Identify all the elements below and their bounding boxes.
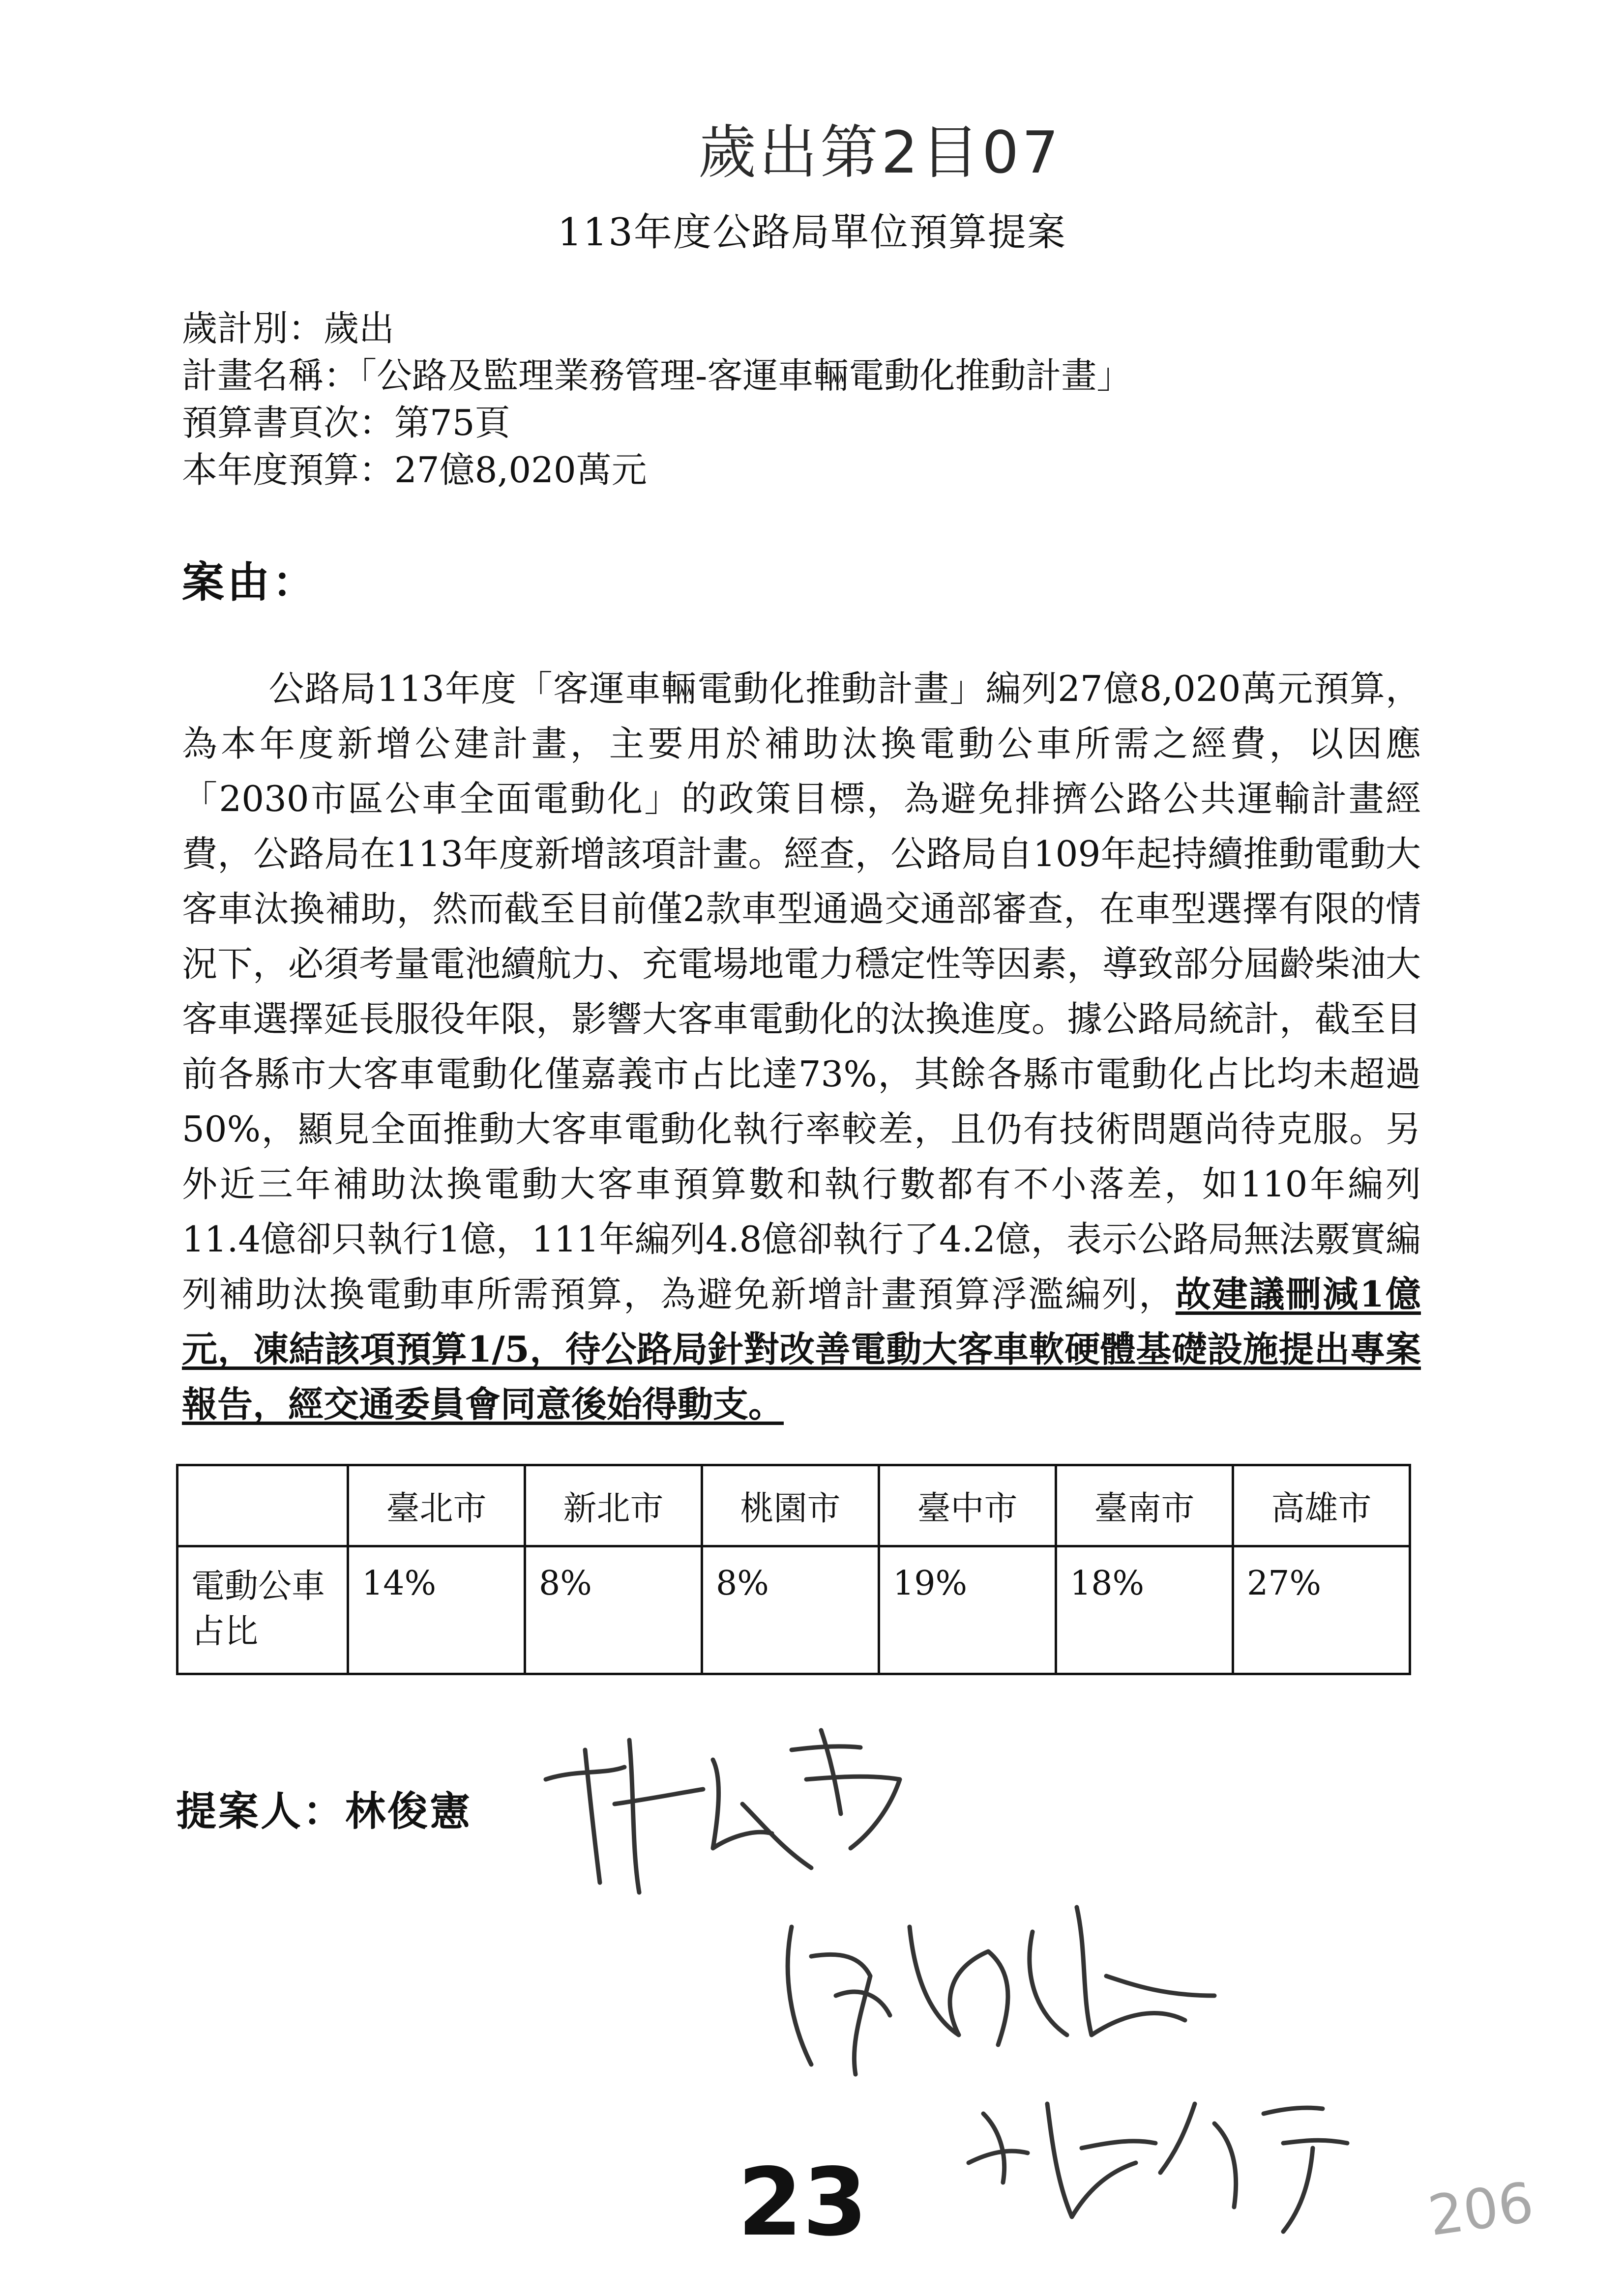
table-header-city: 臺南市 <box>1056 1465 1233 1546</box>
table-header-city: 桃園市 <box>702 1465 879 1546</box>
table-header-row <box>177 1465 1410 1546</box>
meta-budget-amount: 本年度預算：27億8,020萬元 <box>182 449 647 491</box>
stamp-number: 206 <box>1424 2170 1537 2249</box>
page-number: 23 <box>738 2148 868 2257</box>
table-cell-value: 8% <box>702 1546 879 1674</box>
signatures-area <box>516 1720 1500 2286</box>
meta-plan-name: 計畫名稱：「公路及監理業務管理-客運車輛電動化推動計畫」 <box>182 355 1132 396</box>
table-header-city: 新北市 <box>525 1465 702 1546</box>
table-cell-value: 8% <box>525 1546 702 1674</box>
table-row <box>177 1546 1410 1674</box>
table-row-label: 電動公車占比 <box>177 1546 348 1674</box>
meta-budget-page: 預算書頁次：第75頁 <box>182 402 510 443</box>
table-header-city: 臺中市 <box>879 1465 1056 1546</box>
table-header-city: 高雄市 <box>1233 1465 1410 1546</box>
reason-paragraph <box>182 661 1421 1432</box>
reason-heading: 案由： <box>182 557 318 607</box>
reason-body-text: 公路局113年度「客運車輛電動化推動計畫」編列27億8,020萬元預算，為本年度新增公建計畫，主要用於補助汰換電動公車所需之經費，以因應「2030市區公車全面電動化」的政策目標，為避免排擠公路公共運輸計畫經費，公路局在113年度新增該項計畫。經查，公路局自109年起持續推動電動大客車汰換補助，然而截至目前僅2款車型通過交通部審查，在車型選擇有限的情況下，必須考量電池續航力、充電場地電力穩定性等因素，導致部分屆齡柴油大客車選擇延長服役年限，影響大客車電動化的汰換進度。據公路局統計，截至目前各縣市大客車電動化僅嘉義市占比達73%，其餘各縣市電動化占比均未超過50%，顯見全面推動大客車電動化執行率較差，且仍有技術問題尚待克服。另外近三年補助汰換電動大客車預算數和執行數都有不小落差，如110年編列11.4億卻只執行1億，111年編列4.8億卻執行了4.2億，表示公路局無法覈實編列補助汰換電動車所需預算，為避免新增計畫預算浮濫編列， <box>182 668 1421 1315</box>
table-cell-value: 14% <box>348 1546 525 1674</box>
document-title: 113年度公路局單位預算提案 <box>558 210 1066 255</box>
proposer-label: 提案人：林俊憲 <box>176 1788 472 1835</box>
signature-2 <box>788 1907 1214 2074</box>
table-cell-value: 27% <box>1233 1546 1410 1674</box>
ebus-share-table <box>176 1464 1411 1675</box>
signature-1 <box>546 1730 900 1892</box>
signature-3 <box>969 2104 1347 2232</box>
recommendation-text: 故建議刪減1億元，凍結該項預算1/5，待公路局針對改善電動大客車軟硬體基礎設施提出專案報告，經交通委員會同意後始得動支。 <box>182 1273 1421 1425</box>
table-cell-value: 18% <box>1056 1546 1233 1674</box>
table-cell-value: 19% <box>879 1546 1056 1674</box>
handwritten-header-code: 歲出第2目07 <box>698 118 1062 186</box>
meta-account-type: 歲計別：歲出 <box>182 308 395 349</box>
table-corner-cell <box>177 1465 348 1546</box>
table-header-city: 臺北市 <box>348 1465 525 1546</box>
